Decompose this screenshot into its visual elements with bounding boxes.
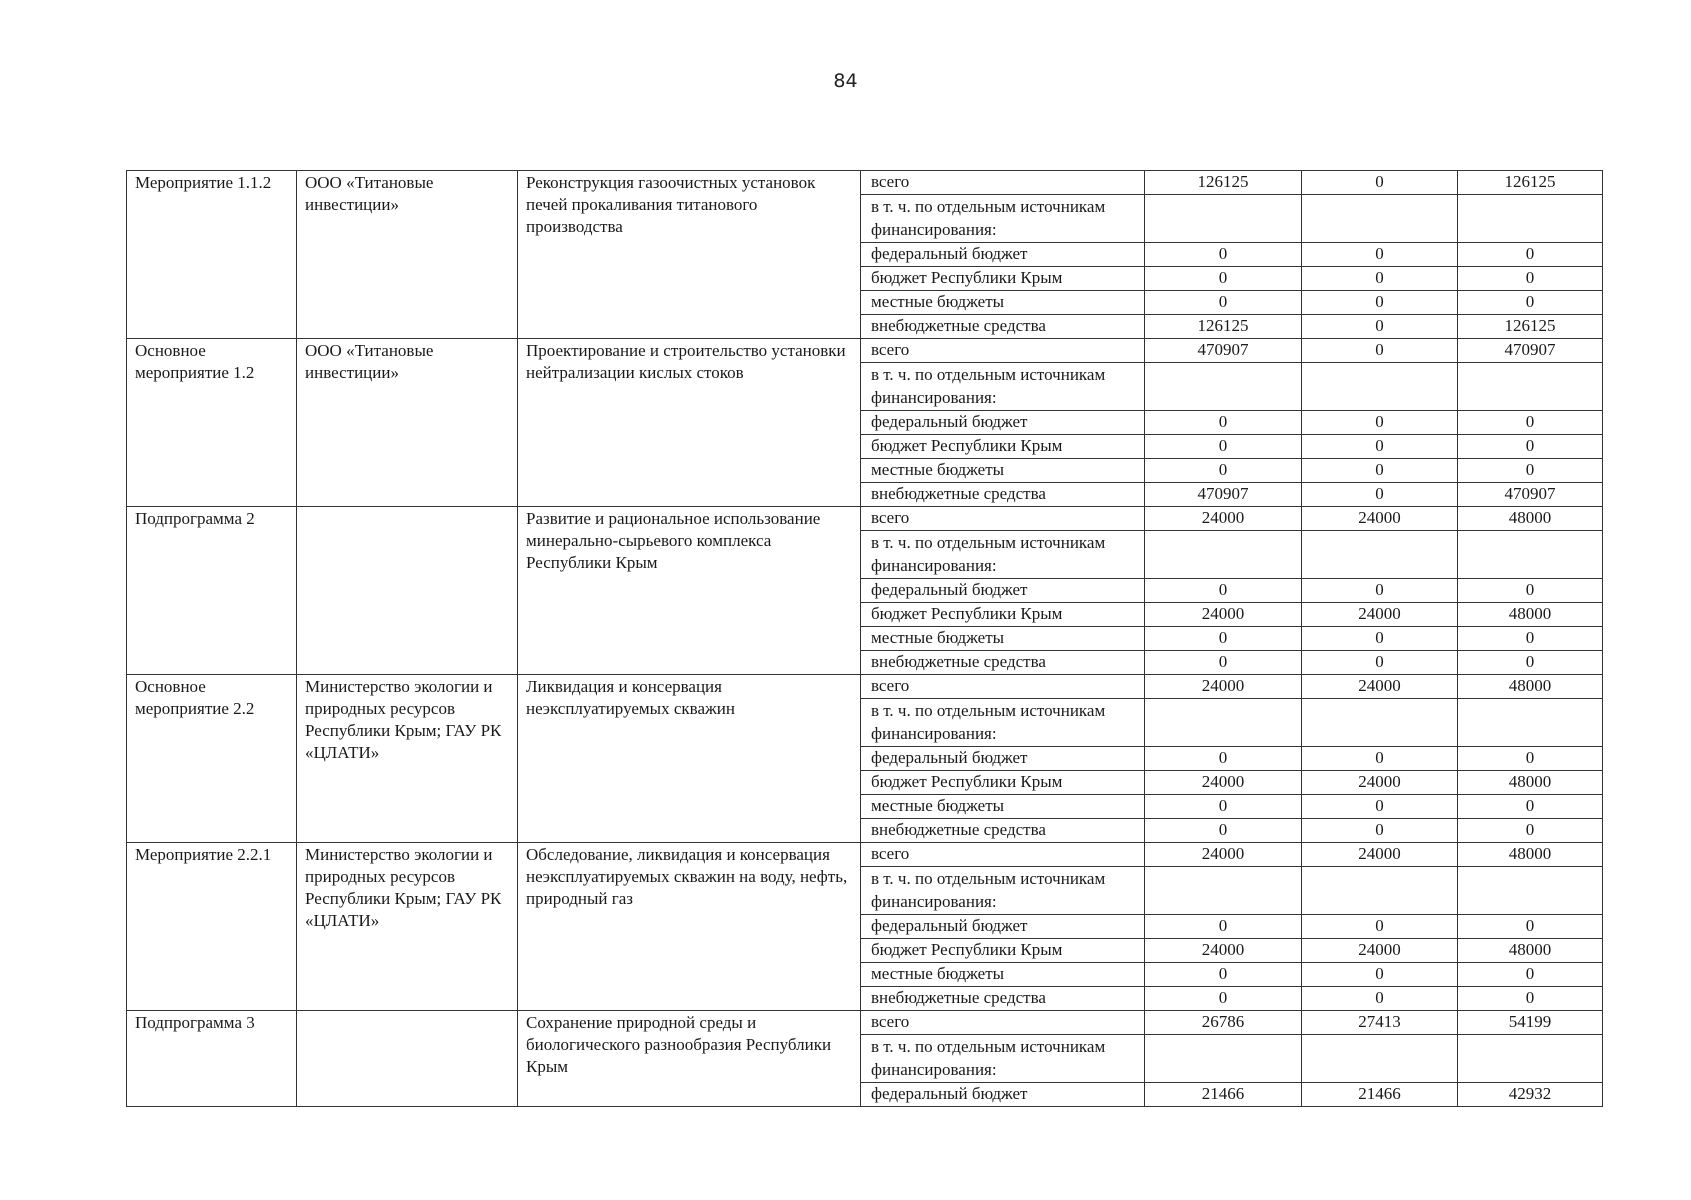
amount-cell-1: 126125 bbox=[1145, 171, 1302, 195]
amount-cell-1: 21466 bbox=[1145, 1083, 1302, 1107]
program-name-cell: Основное мероприятие 1.2 bbox=[127, 339, 297, 507]
amount-cell-1: 0 bbox=[1145, 411, 1302, 435]
funding-source-cell: бюджет Республики Крым bbox=[861, 603, 1145, 627]
amount-cell-2: 0 bbox=[1302, 339, 1458, 363]
program-name-cell: Подпрограмма 3 bbox=[127, 1011, 297, 1107]
amount-cell-3: 470907 bbox=[1458, 339, 1603, 363]
amount-cell-1: 24000 bbox=[1145, 507, 1302, 531]
funding-source-cell: федеральный бюджет bbox=[861, 915, 1145, 939]
amount-cell-2: 27413 bbox=[1302, 1011, 1458, 1035]
program-name-cell: Мероприятие 2.2.1 bbox=[127, 843, 297, 1011]
amount-cell-2: 24000 bbox=[1302, 771, 1458, 795]
amount-cell-1: 24000 bbox=[1145, 939, 1302, 963]
amount-cell-3: 48000 bbox=[1458, 843, 1603, 867]
amount-cell-2 bbox=[1302, 867, 1458, 915]
funding-source-cell: местные бюджеты bbox=[861, 291, 1145, 315]
funding-source-cell: федеральный бюджет bbox=[861, 411, 1145, 435]
table-row bbox=[127, 507, 1603, 531]
table-row bbox=[127, 843, 1603, 867]
amount-cell-2: 0 bbox=[1302, 483, 1458, 507]
amount-cell-1 bbox=[1145, 699, 1302, 747]
amount-cell-3: 0 bbox=[1458, 819, 1603, 843]
funding-source-cell: в т. ч. по отдельным источникам финансирования: bbox=[861, 1035, 1145, 1083]
amount-cell-2 bbox=[1302, 1035, 1458, 1083]
amount-cell-1: 0 bbox=[1145, 459, 1302, 483]
amount-cell-2: 24000 bbox=[1302, 603, 1458, 627]
amount-cell-2: 0 bbox=[1302, 267, 1458, 291]
program-name-cell: Мероприятие 1.1.2 bbox=[127, 171, 297, 339]
amount-cell-1: 0 bbox=[1145, 819, 1302, 843]
funding-source-cell: федеральный бюджет bbox=[861, 243, 1145, 267]
amount-cell-2 bbox=[1302, 699, 1458, 747]
executor-cell: Министерство экологии и природных ресурсов Республики Крым; ГАУ РК «ЦЛАТИ» bbox=[297, 843, 518, 1011]
funding-source-cell: всего bbox=[861, 843, 1145, 867]
amount-cell-2: 0 bbox=[1302, 963, 1458, 987]
executor-cell bbox=[297, 1011, 518, 1107]
amount-cell-2: 0 bbox=[1302, 915, 1458, 939]
funding-source-cell: местные бюджеты bbox=[861, 963, 1145, 987]
amount-cell-1: 0 bbox=[1145, 747, 1302, 771]
executor-cell: ООО «Титановые инвестиции» bbox=[297, 171, 518, 339]
amount-cell-2: 0 bbox=[1302, 795, 1458, 819]
program-name-cell: Подпрограмма 2 bbox=[127, 507, 297, 675]
amount-cell-3: 0 bbox=[1458, 291, 1603, 315]
amount-cell-3: 0 bbox=[1458, 267, 1603, 291]
amount-cell-1: 126125 bbox=[1145, 315, 1302, 339]
amount-cell-2: 0 bbox=[1302, 651, 1458, 675]
amount-cell-2: 0 bbox=[1302, 315, 1458, 339]
amount-cell-1 bbox=[1145, 867, 1302, 915]
funding-source-cell: в т. ч. по отдельным источникам финансирования: bbox=[861, 531, 1145, 579]
funding-source-cell: в т. ч. по отдельным источникам финансирования: bbox=[861, 363, 1145, 411]
funding-source-cell: внебюджетные средства bbox=[861, 987, 1145, 1011]
amount-cell-2 bbox=[1302, 531, 1458, 579]
budget-table-body bbox=[127, 171, 1603, 1107]
amount-cell-2: 0 bbox=[1302, 747, 1458, 771]
table-row bbox=[127, 675, 1603, 699]
funding-source-cell: местные бюджеты bbox=[861, 627, 1145, 651]
executor-cell: ООО «Титановые инвестиции» bbox=[297, 339, 518, 507]
program-name-cell: Основное мероприятие 2.2 bbox=[127, 675, 297, 843]
amount-cell-2: 0 bbox=[1302, 987, 1458, 1011]
amount-cell-3 bbox=[1458, 195, 1603, 243]
funding-source-cell: бюджет Республики Крым bbox=[861, 267, 1145, 291]
amount-cell-3: 0 bbox=[1458, 747, 1603, 771]
amount-cell-2: 0 bbox=[1302, 243, 1458, 267]
amount-cell-3: 126125 bbox=[1458, 315, 1603, 339]
amount-cell-2: 0 bbox=[1302, 171, 1458, 195]
funding-source-cell: бюджет Республики Крым bbox=[861, 771, 1145, 795]
amount-cell-1: 26786 bbox=[1145, 1011, 1302, 1035]
amount-cell-2: 0 bbox=[1302, 627, 1458, 651]
amount-cell-3 bbox=[1458, 1035, 1603, 1083]
amount-cell-3: 0 bbox=[1458, 435, 1603, 459]
amount-cell-3: 0 bbox=[1458, 243, 1603, 267]
amount-cell-1: 24000 bbox=[1145, 603, 1302, 627]
amount-cell-2: 0 bbox=[1302, 291, 1458, 315]
amount-cell-3: 126125 bbox=[1458, 171, 1603, 195]
amount-cell-1: 0 bbox=[1145, 243, 1302, 267]
description-cell: Сохранение природной среды и биологического разнообразия Республики Крым bbox=[518, 1011, 861, 1107]
amount-cell-3: 48000 bbox=[1458, 603, 1603, 627]
amount-cell-1 bbox=[1145, 1035, 1302, 1083]
amount-cell-2: 24000 bbox=[1302, 675, 1458, 699]
amount-cell-2: 0 bbox=[1302, 819, 1458, 843]
amount-cell-2: 0 bbox=[1302, 435, 1458, 459]
budget-table bbox=[126, 170, 1603, 1107]
funding-source-cell: внебюджетные средства bbox=[861, 819, 1145, 843]
funding-source-cell: внебюджетные средства bbox=[861, 483, 1145, 507]
amount-cell-3: 48000 bbox=[1458, 771, 1603, 795]
amount-cell-3: 0 bbox=[1458, 579, 1603, 603]
amount-cell-1: 0 bbox=[1145, 795, 1302, 819]
amount-cell-3 bbox=[1458, 867, 1603, 915]
amount-cell-3 bbox=[1458, 531, 1603, 579]
description-cell: Развитие и рациональное использование минерально-сырьевого комплекса Республики Крым bbox=[518, 507, 861, 675]
funding-source-cell: бюджет Республики Крым bbox=[861, 939, 1145, 963]
amount-cell-3: 470907 bbox=[1458, 483, 1603, 507]
amount-cell-1: 24000 bbox=[1145, 771, 1302, 795]
amount-cell-2: 0 bbox=[1302, 579, 1458, 603]
amount-cell-2: 24000 bbox=[1302, 843, 1458, 867]
amount-cell-1: 0 bbox=[1145, 435, 1302, 459]
funding-source-cell: федеральный бюджет bbox=[861, 747, 1145, 771]
amount-cell-1: 0 bbox=[1145, 267, 1302, 291]
amount-cell-1: 24000 bbox=[1145, 675, 1302, 699]
amount-cell-3: 0 bbox=[1458, 915, 1603, 939]
amount-cell-1: 0 bbox=[1145, 987, 1302, 1011]
amount-cell-2: 0 bbox=[1302, 411, 1458, 435]
description-cell: Реконструкция газоочистных установок печей прокаливания титанового производства bbox=[518, 171, 861, 339]
amount-cell-1: 0 bbox=[1145, 651, 1302, 675]
description-cell: Ликвидация и консервация неэксплуатируемых скважин bbox=[518, 675, 861, 843]
funding-source-cell: бюджет Республики Крым bbox=[861, 435, 1145, 459]
amount-cell-3: 0 bbox=[1458, 627, 1603, 651]
table-row bbox=[127, 339, 1603, 363]
amount-cell-1 bbox=[1145, 531, 1302, 579]
funding-source-cell: в т. ч. по отдельным источникам финансирования: bbox=[861, 867, 1145, 915]
amount-cell-3 bbox=[1458, 363, 1603, 411]
amount-cell-3: 42932 bbox=[1458, 1083, 1603, 1107]
amount-cell-1: 0 bbox=[1145, 291, 1302, 315]
description-cell: Обследование, ликвидация и консервация неэксплуатируемых скважин на воду, нефть, природный газ bbox=[518, 843, 861, 1011]
amount-cell-1: 24000 bbox=[1145, 843, 1302, 867]
amount-cell-1: 0 bbox=[1145, 579, 1302, 603]
amount-cell-2: 21466 bbox=[1302, 1083, 1458, 1107]
amount-cell-2: 24000 bbox=[1302, 939, 1458, 963]
amount-cell-3: 0 bbox=[1458, 795, 1603, 819]
executor-cell bbox=[297, 507, 518, 675]
amount-cell-3: 48000 bbox=[1458, 939, 1603, 963]
description-cell: Проектирование и строительство установки нейтрализации кислых стоков bbox=[518, 339, 861, 507]
amount-cell-2 bbox=[1302, 195, 1458, 243]
amount-cell-3: 0 bbox=[1458, 651, 1603, 675]
table-row bbox=[127, 1011, 1603, 1035]
amount-cell-1: 470907 bbox=[1145, 339, 1302, 363]
amount-cell-2: 0 bbox=[1302, 459, 1458, 483]
table-row bbox=[127, 171, 1603, 195]
funding-source-cell: федеральный бюджет bbox=[861, 1083, 1145, 1107]
amount-cell-2 bbox=[1302, 363, 1458, 411]
amount-cell-2: 24000 bbox=[1302, 507, 1458, 531]
funding-source-cell: местные бюджеты bbox=[861, 795, 1145, 819]
funding-source-cell: в т. ч. по отдельным источникам финансирования: bbox=[861, 699, 1145, 747]
funding-source-cell: всего bbox=[861, 1011, 1145, 1035]
amount-cell-1 bbox=[1145, 195, 1302, 243]
amount-cell-1 bbox=[1145, 363, 1302, 411]
amount-cell-3 bbox=[1458, 699, 1603, 747]
page-number: 84 bbox=[833, 70, 858, 92]
funding-source-cell: всего bbox=[861, 507, 1145, 531]
funding-source-cell: внебюджетные средства bbox=[861, 315, 1145, 339]
amount-cell-3: 0 bbox=[1458, 411, 1603, 435]
amount-cell-3: 54199 bbox=[1458, 1011, 1603, 1035]
amount-cell-3: 48000 bbox=[1458, 507, 1603, 531]
amount-cell-3: 0 bbox=[1458, 987, 1603, 1011]
funding-source-cell: всего bbox=[861, 675, 1145, 699]
funding-source-cell: всего bbox=[861, 339, 1145, 363]
executor-cell: Министерство экологии и природных ресурсов Республики Крым; ГАУ РК «ЦЛАТИ» bbox=[297, 675, 518, 843]
amount-cell-1: 470907 bbox=[1145, 483, 1302, 507]
funding-source-cell: в т. ч. по отдельным источникам финансирования: bbox=[861, 195, 1145, 243]
amount-cell-1: 0 bbox=[1145, 915, 1302, 939]
amount-cell-1: 0 bbox=[1145, 627, 1302, 651]
amount-cell-3: 48000 bbox=[1458, 675, 1603, 699]
funding-source-cell: всего bbox=[861, 171, 1145, 195]
amount-cell-3: 0 bbox=[1458, 459, 1603, 483]
funding-source-cell: внебюджетные средства bbox=[861, 651, 1145, 675]
amount-cell-1: 0 bbox=[1145, 963, 1302, 987]
amount-cell-3: 0 bbox=[1458, 963, 1603, 987]
funding-source-cell: федеральный бюджет bbox=[861, 579, 1145, 603]
funding-source-cell: местные бюджеты bbox=[861, 459, 1145, 483]
